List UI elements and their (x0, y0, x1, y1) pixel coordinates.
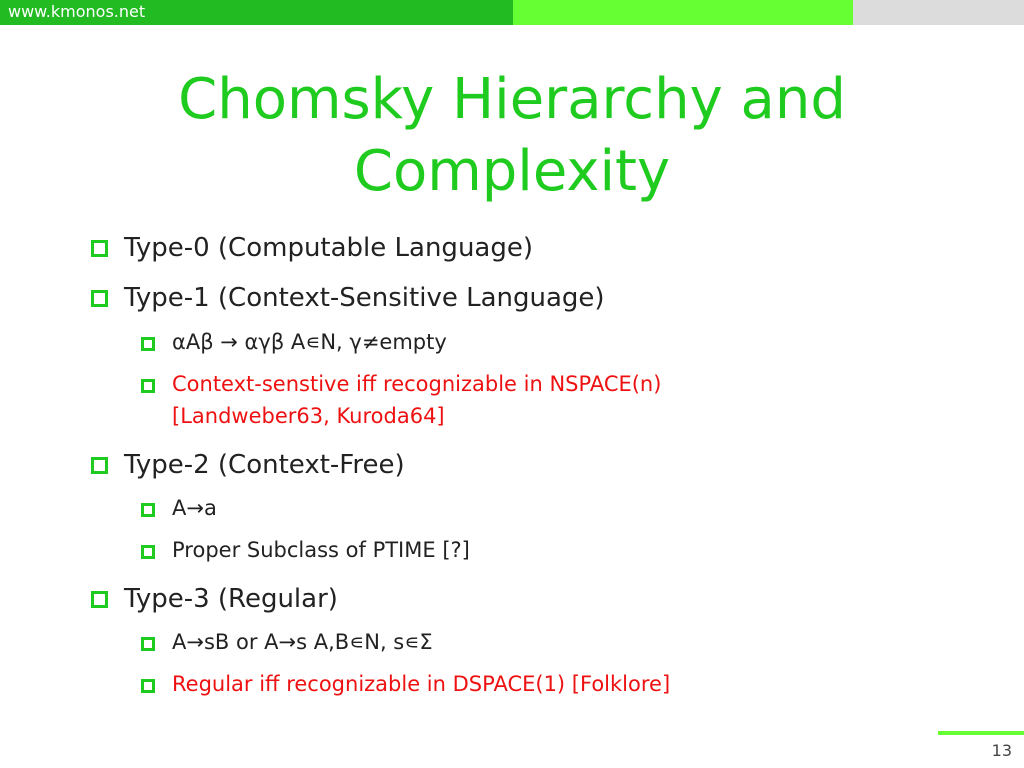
title-line-2: Complexity (353, 139, 671, 204)
sub-bullet-type1-rule: αAβ → αγβ A∊N, γ≠empty (172, 330, 447, 354)
sub-bullet-square-icon (141, 337, 155, 351)
sub-bullet-type2-rule: A→a (172, 496, 217, 520)
sub-bullet-type2-ptime: Proper Subclass of PTIME [?] (172, 538, 470, 562)
title-line-1: Chomsky Hierarchy and (178, 67, 846, 132)
bullet-type0: Type-0 (Computable Language) (124, 233, 533, 263)
site-url: www.kmonos.net (8, 2, 146, 21)
sub-bullet-type1-nspace: Context-senstive iff recognizable in NSPACE(n) (172, 372, 662, 396)
bullet-square-icon (91, 240, 108, 257)
bullet-type1: Type-1 (Context-Sensitive Language) (124, 283, 605, 313)
sub-bullet-square-icon (141, 379, 155, 393)
bullet-square-icon (91, 457, 108, 474)
bullet-type2: Type-2 (Context-Free) (124, 450, 405, 480)
bullet-square-icon (91, 290, 108, 307)
sub-bullet-type3-rule: A→sB or A→s A,B∊N, s∊Σ (172, 630, 433, 654)
sub-bullet-square-icon (141, 545, 155, 559)
sub-bullet-type3-dspace: Regular iff recognizable in DSPACE(1) [Folklore] (172, 672, 671, 696)
sub-bullet-type1-citation: [Landweber63, Kuroda64] (172, 404, 445, 428)
footer-accent-line (938, 731, 1024, 735)
bullet-type3: Type-3 (Regular) (124, 584, 338, 614)
sub-bullet-square-icon (141, 679, 155, 693)
bullet-square-icon (91, 591, 108, 608)
page-number: 13 (991, 741, 1012, 760)
sub-bullet-square-icon (141, 637, 155, 651)
sub-bullet-square-icon (141, 503, 155, 517)
